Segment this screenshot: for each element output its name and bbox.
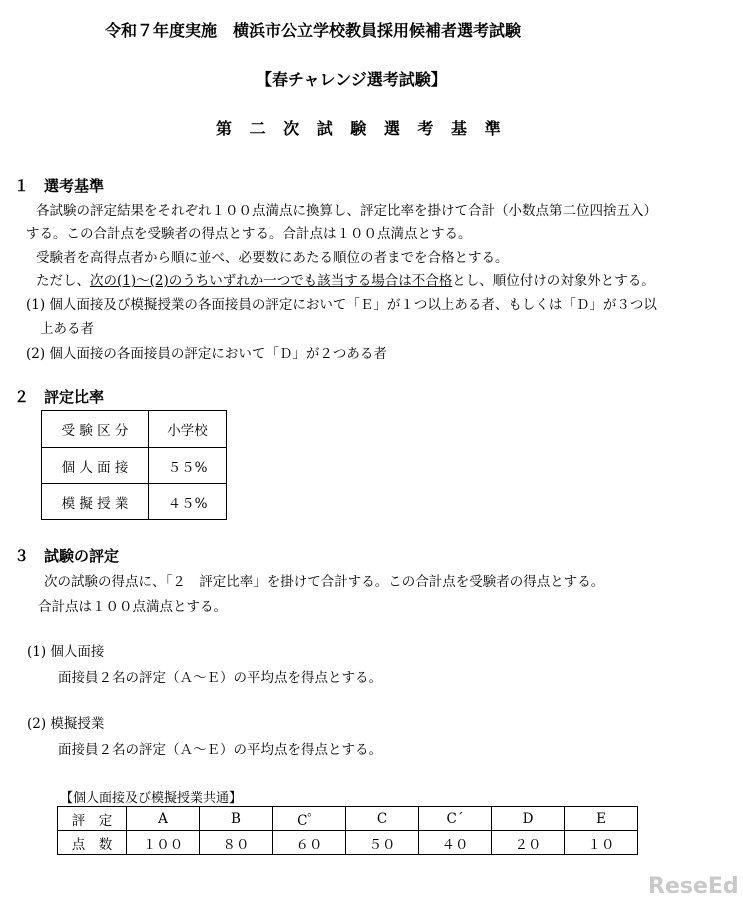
section1-p2: 受験者を高得点者から順に並べ、必要数にあたる順位の者までを合格とする。 xyxy=(36,250,509,266)
section1-item1-line1: (1) 個人面接及び模擬授業の各面接員の評定において「Ｅ」が１つ以上ある者、もしくは「Ｄ」が３つ以 xyxy=(26,297,657,313)
score-table-points: ６０ xyxy=(273,831,346,855)
section1-heading: １ 選考基準 xyxy=(14,177,105,195)
ratio-table-cell: 模 擬 授 業 xyxy=(42,484,149,520)
score-table-points: １００ xyxy=(127,831,200,855)
score-table-grade: C xyxy=(346,807,419,831)
score-table-label: 点 数 xyxy=(58,831,127,855)
ratio-table-cell: ５５% xyxy=(149,448,227,484)
score-table-points: ２０ xyxy=(492,831,565,855)
score-table xyxy=(57,806,638,855)
score-table-row xyxy=(58,807,638,831)
ratio-table-cell: 個 人 面 接 xyxy=(42,448,149,484)
ratio-table-row xyxy=(42,448,227,484)
score-table-label: 評 定 xyxy=(58,807,127,831)
ratio-table-cell: 受 験 区 分 xyxy=(42,411,149,448)
section1-item2: (2) 個人面接の各面接員の評定において「Ｄ」が２つある者 xyxy=(26,346,387,362)
section1-p3 xyxy=(36,269,655,289)
doc-subtitle: 【春チャレンジ選考試験】 xyxy=(256,70,447,89)
ratio-table-row xyxy=(42,411,227,448)
sub1-heading: (1) 個人面接 xyxy=(27,644,105,660)
sub2-heading: (2) 模擬授業 xyxy=(27,716,105,732)
section1-p1-line2: する。この合計点を受験者の得点とする。合計点は１００点満点とする。 xyxy=(26,226,472,242)
ratio-table-cell: 小学校 xyxy=(149,411,227,448)
section1-p3-post: とし、順位付けの対象外とする。 xyxy=(452,273,655,289)
score-table-points: ４０ xyxy=(419,831,492,855)
score-table-grade: E xyxy=(565,807,638,831)
sub1-text: 面接員２名の評定（Ａ～Ｅ）の平均点を得点とする。 xyxy=(58,670,382,686)
score-table-points: ５０ xyxy=(346,831,419,855)
score-table-points: １０ xyxy=(565,831,638,855)
score-table-caption: 【個人面接及び模擬授業共通】 xyxy=(60,791,243,806)
score-table-grade: C゜ xyxy=(273,807,346,831)
score-table-grade: A xyxy=(127,807,200,831)
ratio-table-row xyxy=(42,484,227,520)
section3-p1: 次の試験の得点に、「２ 評定比率」を掛けて合計する。この合計点を受験者の得点とする。 xyxy=(44,574,605,590)
section3-p2: 合計点は１００点満点とする。 xyxy=(38,599,227,615)
score-table-grade: B xyxy=(200,807,273,831)
sub2-text: 面接員２名の評定（Ａ～Ｅ）の平均点を得点とする。 xyxy=(58,742,382,758)
section1-p3-pre: ただし、 xyxy=(36,273,90,289)
section1-p1-line1: 各試験の評定結果をそれぞれ１００点満点に換算し、評定比率を掛けて合計（小数点第二位四捨五入） xyxy=(36,203,657,219)
watermark-logo: ReseEd xyxy=(648,874,739,899)
score-table-points: ８０ xyxy=(200,831,273,855)
section1-p3-underlined: 次の(1)～(2)のうちいずれか一つでも該当する場合は不合格 xyxy=(90,273,453,289)
score-table-grade: C´ xyxy=(419,807,492,831)
score-table-row xyxy=(58,831,638,855)
score-table-grade: D xyxy=(492,807,565,831)
section2-heading: ２ 評定比率 xyxy=(14,388,105,406)
doc-title: 令和７年度実施 横浜市公立学校教員採用候補者選考試験 xyxy=(105,21,522,40)
doc-heading: 第 二 次 試 験 選 考 基 準 xyxy=(216,119,507,138)
section3-heading: ３ 試験の評定 xyxy=(14,547,120,565)
section1-item1-line2: 上ある者 xyxy=(40,321,94,337)
ratio-table xyxy=(41,410,227,520)
ratio-table-cell: ４５% xyxy=(149,484,227,520)
